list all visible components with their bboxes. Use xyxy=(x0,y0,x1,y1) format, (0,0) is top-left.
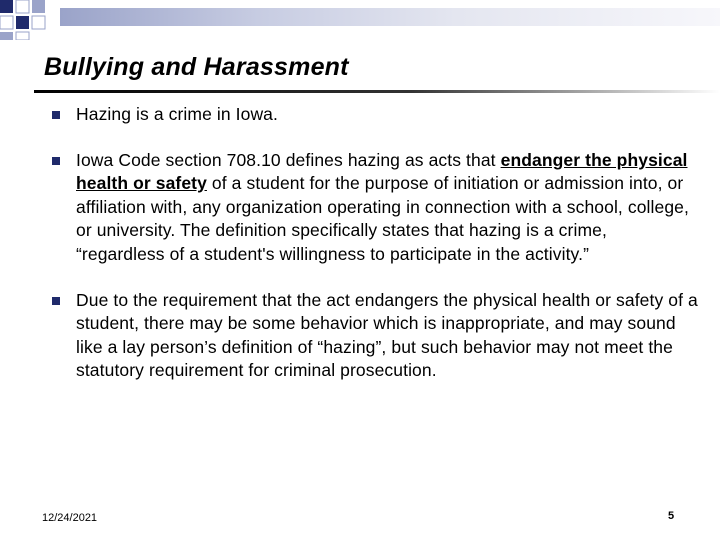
footer-date: 12/24/2021 xyxy=(42,512,98,524)
page-number: 5 xyxy=(668,510,675,522)
bullet-square-icon xyxy=(52,111,60,119)
bullet-text: Due to the requirement that the act endangers the physical health or safety of a student, there may be some behavior which is inappropriate, and may sound like a lay person’s definition of “hazing”, but such behavior may not meet the statutory requirement for criminal prosecution. xyxy=(76,289,698,381)
bullet-emphasis: endanger the physical health or safety xyxy=(76,149,688,194)
header-gradient-bar xyxy=(60,8,720,26)
bullet-item xyxy=(48,149,698,267)
bullet-text-suffix: of a student for the purpose of initiation or admission into, or affiliation with, any organization operating in connection with a school, college, or university. The definition specifically states that hazing is a crime, “regardless of a student's willingness to participate in the activity.” xyxy=(76,173,689,264)
bullet-item xyxy=(48,289,698,383)
bullet-square-icon xyxy=(52,157,60,165)
bullet-square-icon xyxy=(52,297,60,305)
decorative-squares xyxy=(0,0,60,40)
bullet-text: Hazing is a crime in Iowa. xyxy=(76,104,278,124)
slide-title: Bullying and Harassment xyxy=(44,53,349,81)
bullet-list xyxy=(48,103,698,383)
bullet-text-prefix: Iowa Code section 708.10 defines hazing as acts that xyxy=(76,149,501,170)
title-divider xyxy=(34,90,720,93)
bullet-item xyxy=(48,103,698,127)
